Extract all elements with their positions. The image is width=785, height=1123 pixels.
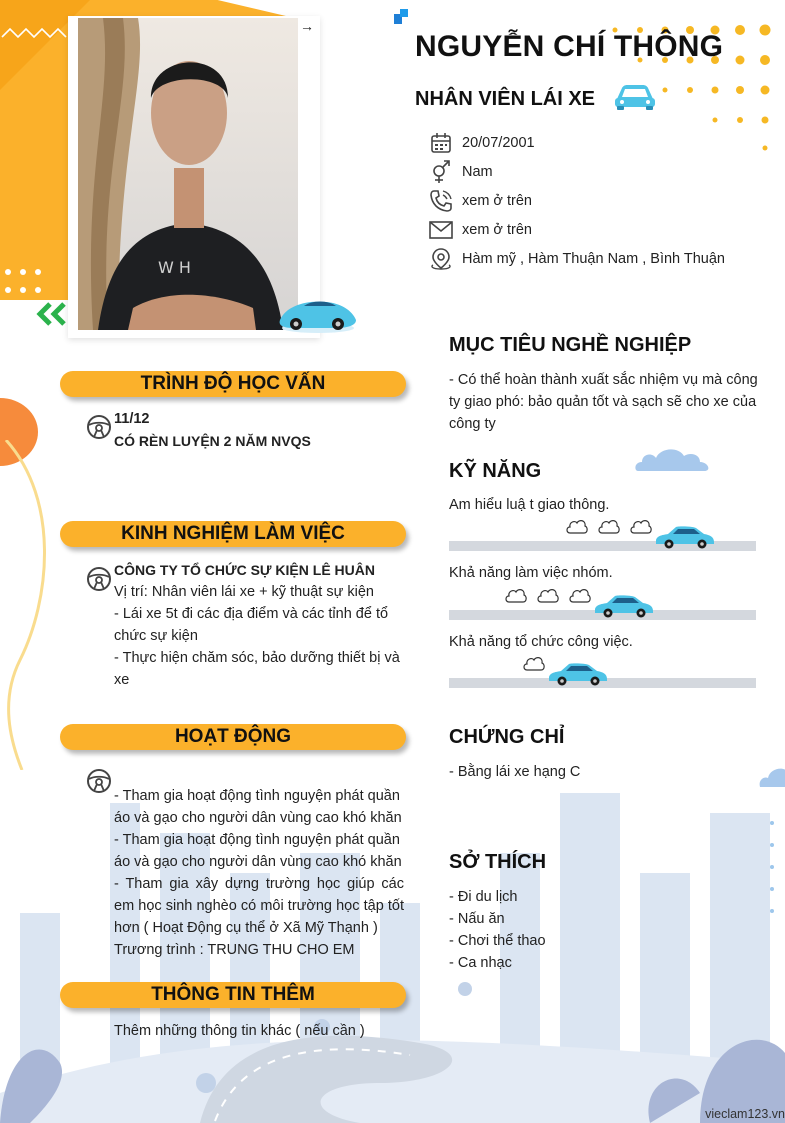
zigzag-decoration (0, 25, 72, 41)
skill-level-car-icon (654, 523, 716, 549)
car-icon (613, 83, 657, 111)
certificates-text: - Bằng lái xe hạng C (449, 764, 581, 780)
activity-item-1: - Tham gia hoạt động tình nguyện phát quần áo và gạo cho người dân vùng cao khó khăn (114, 788, 402, 826)
exhaust-puff-icon (505, 586, 527, 606)
education-line1: 11/12 (114, 411, 150, 427)
contact-phone (428, 186, 725, 215)
objective-header: MỤC TIÊU NGHỀ NGHIỆP (449, 334, 692, 356)
steering-wheel-icon (86, 768, 112, 794)
experience-content (114, 559, 404, 691)
exhaust-puff-icon (598, 517, 620, 537)
certificates-header: CHỨNG CHỈ (449, 726, 565, 748)
exhaust-puff-icon (630, 517, 652, 537)
hobby-item: - Ca nhạc (449, 955, 512, 971)
dots-decoration (4, 268, 54, 302)
logo-icon (392, 8, 410, 26)
email-value: xem ở trên (462, 221, 532, 238)
gender-value: Nam (462, 163, 493, 180)
skill-label-2: Khả năng làm việc nhóm. (449, 565, 613, 581)
experience-position: Vị trí: Nhân viên lái xe + kỹ thuật sự kiện (114, 584, 374, 600)
double-chevron-icon (36, 302, 70, 326)
extra-info-header: THÔNG TIN THÊM (60, 982, 406, 1008)
curve-decoration (0, 440, 60, 770)
arrow-right-icon: → (300, 18, 314, 34)
hobby-item: - Đi du lịch (449, 889, 518, 905)
address-value: Hàm mỹ , Hàm Thuận Nam , Bình Thuận (462, 250, 725, 267)
hobbies-list (449, 886, 759, 974)
cloud-icon (634, 444, 712, 472)
education-line2: CÓ RÈN LUYỆN 2 NĂM NVQS (114, 433, 311, 449)
phone-icon (428, 189, 454, 213)
experience-company: CÔNG TY TỔ CHỨC SỰ KIỆN LÊ HUÂN (114, 562, 375, 578)
contact-address (428, 244, 725, 273)
watermark: vieclam123.vn (705, 1107, 785, 1121)
profile-photo (78, 18, 298, 330)
activity-item-4: Trương trình : TRUNG THU CHO EM (114, 942, 355, 958)
contact-list (428, 128, 725, 273)
activities-content (114, 785, 404, 961)
job-title: NHÂN VIÊN LÁI XE (415, 88, 596, 110)
exhaust-puff-icon (537, 586, 559, 606)
skill-label-1: Am hiểu luậ t giao thông. (449, 497, 610, 513)
svg-text:W H: W H (158, 258, 191, 277)
experience-duty-1: - Lái xe 5t đi các địa điểm và các tỉnh để tổ chức sự kiện (114, 606, 389, 644)
gender-icon (428, 160, 454, 184)
candidate-name: NGUYỄN CHÍ THÔNG (415, 30, 724, 63)
mail-icon (428, 218, 454, 242)
steering-wheel-icon (86, 566, 112, 592)
education-content (114, 408, 404, 452)
steering-wheel-icon (86, 414, 112, 440)
skill-level-car-icon (593, 592, 655, 618)
activities-header: HOẠT ĐỘNG (60, 724, 406, 750)
exhaust-puff-icon (569, 586, 591, 606)
extra-info-text: Thêm những thông tin khác ( nếu cần ) (114, 1023, 365, 1039)
hobby-item: - Nấu ăn (449, 911, 505, 927)
objective-text: - Có thể hoàn thành xuất sắc nhiệm vụ mà công ty giao phó: bảo quản tốt và sạch sẽ cho xe của công ty (449, 372, 758, 432)
phone-value: xem ở trên (462, 192, 532, 209)
experience-duty-2: - Thực hiện chăm sóc, bảo dưỡng thiết bị và xe (114, 650, 400, 688)
experience-header: KINH NGHIỆM LÀM VIỆC (60, 521, 406, 547)
activity-item-3: - Tham gia xây dựng trường học giúp các em học sinh nghèo có môi trường học tập tốt hơn ( Hoạt Động cụ thể ở Xã Mỹ Thạnh ) (114, 876, 404, 936)
sports-car-icon (276, 290, 358, 334)
education-header: TRÌNH ĐỘ HỌC VẤN (60, 371, 406, 397)
skill-label-3: Khả năng tổ chức công việc. (449, 634, 633, 650)
location-icon (428, 247, 454, 271)
calendar-icon (428, 131, 454, 155)
contact-email (428, 215, 725, 244)
cloud-icon (758, 760, 785, 788)
exhaust-puff-icon (523, 654, 545, 674)
contact-gender (428, 157, 725, 186)
contact-birthdate (428, 128, 725, 157)
activity-item-2: - Tham gia hoạt động tình nguyện phát quần áo và gạo cho người dân vùng cao khó khăn (114, 832, 402, 870)
skill-level-car-icon (547, 660, 609, 686)
hobby-item: - Chơi thể thao (449, 933, 546, 949)
exhaust-puff-icon (566, 517, 588, 537)
skills-header: KỸ NĂNG (449, 460, 542, 482)
hobbies-header: SỞ THÍCH (449, 851, 547, 873)
birthdate-value: 20/07/2001 (462, 134, 535, 151)
